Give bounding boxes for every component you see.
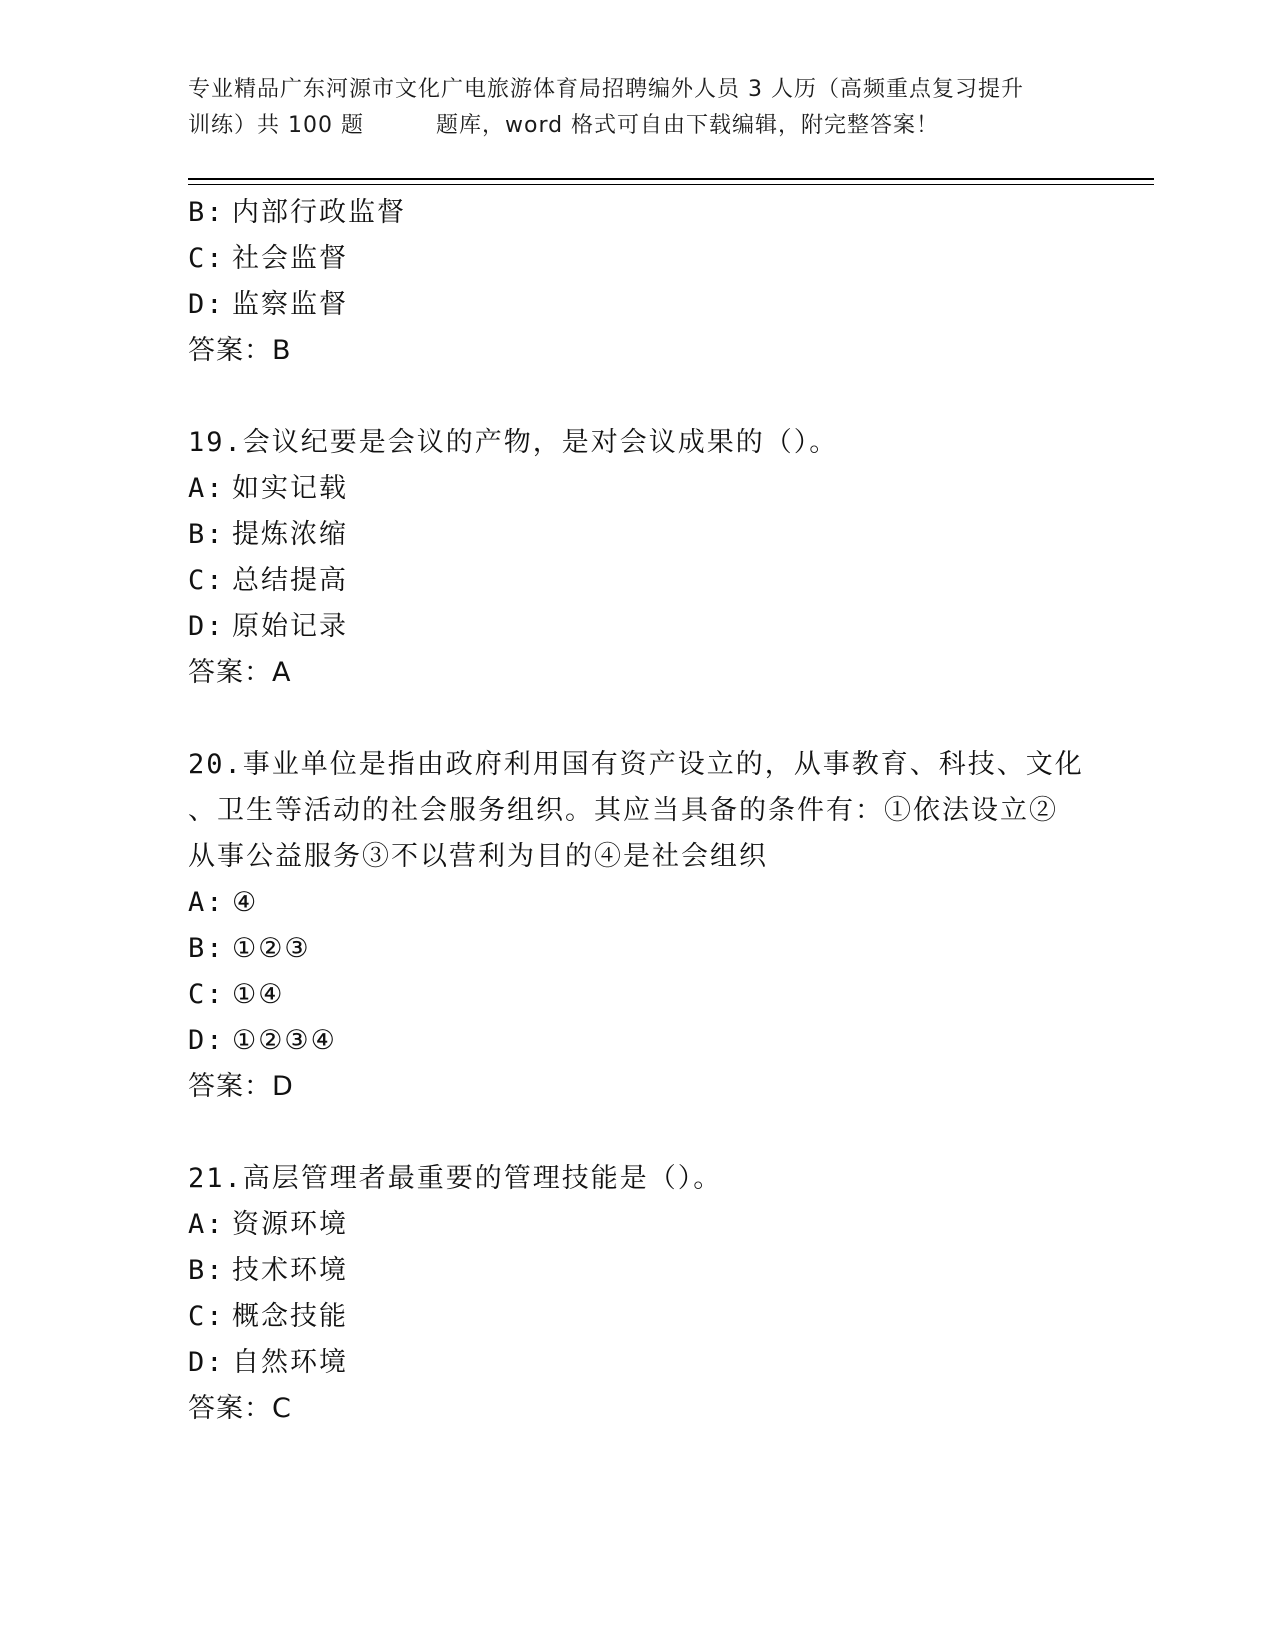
option-key: A: — [188, 473, 225, 504]
option-key: D: — [188, 1347, 225, 1378]
answer-line: 答案：B — [188, 335, 292, 366]
option-line — [188, 1018, 1088, 1064]
option-key: C: — [188, 243, 225, 274]
question-stem — [188, 1156, 1088, 1202]
option-line — [188, 926, 1088, 972]
option-text: 监察监督 — [232, 289, 348, 320]
question-20 — [188, 742, 1088, 1110]
option-text: ④ — [232, 887, 259, 918]
option-line — [188, 880, 1088, 926]
option-line — [188, 604, 1088, 650]
option-key: A: — [188, 887, 225, 918]
prev-question-block — [188, 190, 1088, 374]
option-text: 概念技能 — [232, 1301, 348, 1332]
option-text: 社会监督 — [232, 243, 348, 274]
option-text: 提炼浓缩 — [232, 519, 348, 550]
option-text: 自然环境 — [232, 1347, 348, 1378]
option-text: 技术环境 — [232, 1255, 348, 1286]
question-content — [188, 190, 1088, 1432]
stem-line: 21.高层管理者最重要的管理技能是（）。 — [188, 1163, 723, 1194]
option-line — [188, 558, 1088, 604]
option-text: ①②③④ — [232, 1025, 337, 1056]
option-key: C: — [188, 979, 225, 1010]
option-text: 原始记录 — [232, 611, 348, 642]
option-line — [188, 282, 1088, 328]
option-key: B: — [188, 933, 225, 964]
stem-line: 20.事业单位是指由政府利用国有资产设立的，从事教育、科技、文化 — [188, 749, 1084, 780]
answer-line: 答案：C — [188, 1393, 292, 1424]
stem-line: 从事公益服务③不以营利为目的④是社会组织 — [188, 841, 768, 872]
option-key: D: — [188, 289, 225, 320]
header-rule-thin — [188, 184, 1154, 185]
option-line — [188, 1294, 1088, 1340]
question-stem — [188, 420, 1088, 466]
option-text: 如实记载 — [232, 473, 348, 504]
option-line — [188, 1340, 1088, 1386]
option-key: B: — [188, 519, 225, 550]
stem-line: 、卫生等活动的社会服务组织。其应当具备的条件有：①依法设立② — [188, 795, 1058, 826]
option-text: ①②③ — [232, 933, 311, 964]
option-key: C: — [188, 565, 225, 596]
header-rule-thick — [188, 178, 1154, 180]
option-line — [188, 466, 1088, 512]
option-key: D: — [188, 611, 225, 642]
header-title-line-2 — [188, 108, 1088, 144]
document-header — [188, 72, 1088, 144]
option-text: 资源环境 — [232, 1209, 348, 1240]
option-line — [188, 1248, 1088, 1294]
option-line — [188, 512, 1088, 558]
option-text: 内部行政监督 — [232, 197, 406, 228]
option-key: C: — [188, 1301, 225, 1332]
stem-line: 19.会议纪要是会议的产物，是对会议成果的（）。 — [188, 427, 839, 458]
option-text: 总结提高 — [232, 565, 348, 596]
option-line — [188, 1202, 1088, 1248]
answer-line: 答案：A — [188, 657, 292, 688]
header-title-part-b: 题库，word 格式可自由下载编辑，附完整答案！ — [435, 113, 940, 138]
question-stem — [188, 742, 1088, 880]
answer-line: 答案：D — [188, 1071, 294, 1102]
option-line — [188, 190, 1088, 236]
option-key: A: — [188, 1209, 225, 1240]
option-text: ①④ — [232, 979, 285, 1010]
option-key: B: — [188, 1255, 225, 1286]
option-key: B: — [188, 197, 225, 228]
question-19 — [188, 420, 1088, 696]
header-title-part-a: 训练）共 100 题 — [188, 113, 364, 138]
option-line — [188, 236, 1088, 282]
header-title-line-1: 专业精品广东河源市文化广电旅游体育局招聘编外人员 3 人历（高频重点复习提升 — [188, 77, 1024, 102]
option-key: D: — [188, 1025, 225, 1056]
option-line — [188, 972, 1088, 1018]
question-21 — [188, 1156, 1088, 1432]
